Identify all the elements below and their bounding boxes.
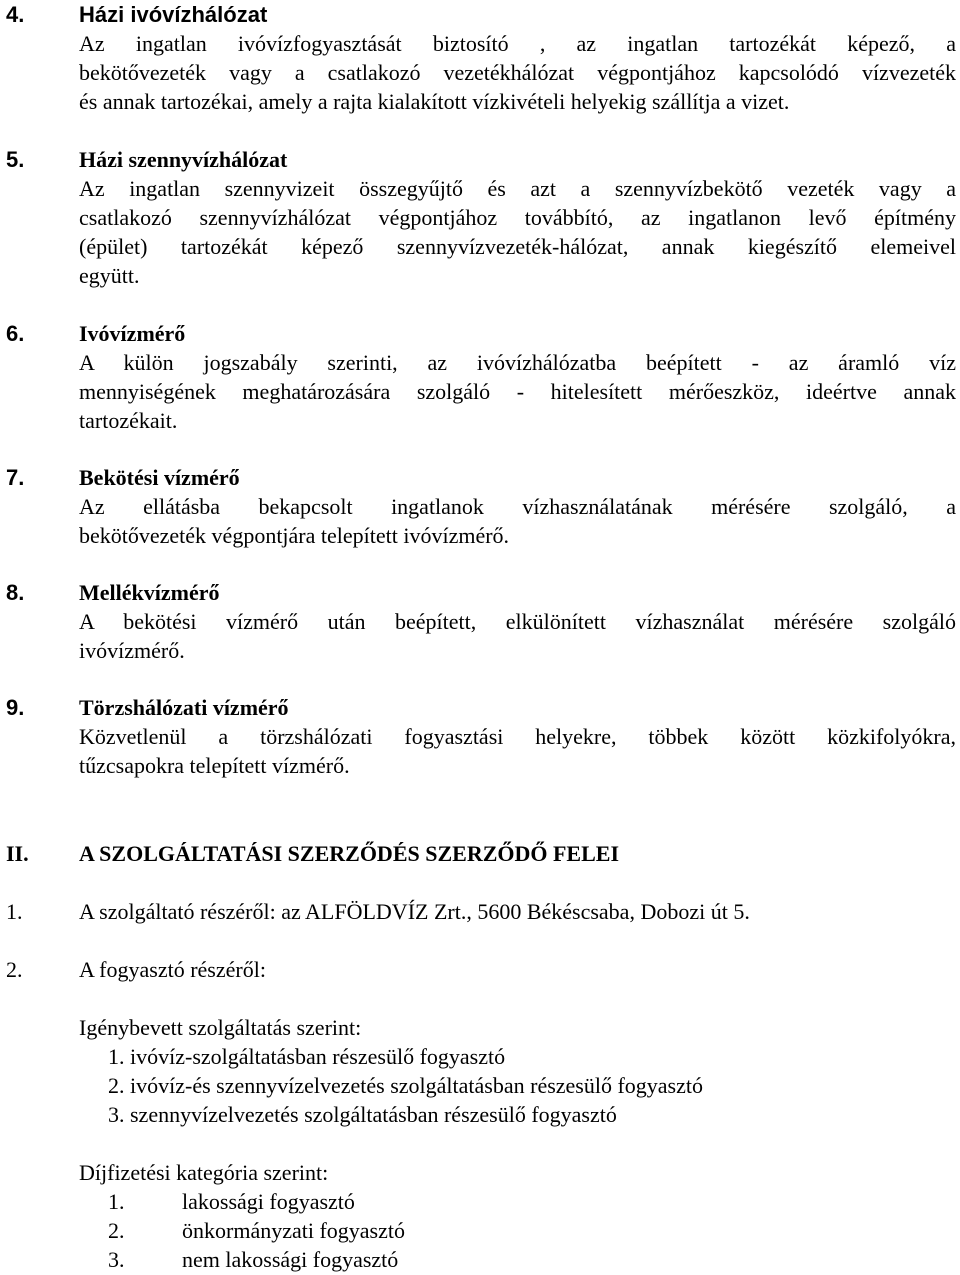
item-number: 9. [6, 695, 25, 720]
item-text-line: Az ingatlan szennyvizeit összegyűjtő és azt a szennyvízbekötő vezeték vagy a [79, 176, 956, 201]
item-number: 6. [6, 321, 25, 346]
list-item-number: 1. [108, 1189, 125, 1214]
item-title: Ivóvízmérő [79, 321, 186, 346]
item-number: 8. [6, 580, 25, 605]
item-text-line: csatlakozó szennyvízhálózat végpontjához továbbító, az ingatlanon levő építmény [79, 205, 956, 230]
item-title: Házi szennyvízhálózat [79, 147, 288, 172]
item-text-line: ivóvízmérő. [79, 638, 185, 663]
party-text: A fogyasztó részéről: [79, 957, 266, 982]
item-text-line: mennyiségének meghatározására szolgáló - hitelesített mérőeszköz, ideértve annak [79, 379, 956, 404]
list-item: 1. ivóvíz-szolgáltatásban részesülő fogyasztó [108, 1044, 506, 1069]
fee-category-list [79, 1158, 959, 1187]
list-item: lakossági fogyasztó [182, 1189, 355, 1214]
item-text-line: tűzcsapokra telepített vízmérő. [79, 753, 350, 778]
list-item-number: 2. [108, 1218, 125, 1243]
item-text-line: tartozékait. [79, 408, 178, 433]
party-number: 1. [6, 899, 23, 924]
item-text-line: A bekötési vízmérő után beépített, elkülönített vízhasználat mérésére szolgáló [79, 609, 956, 634]
item-number: 4. [6, 2, 25, 27]
item-text-line: együtt. [79, 263, 140, 288]
item-title: Házi ivóvízhálózat [79, 2, 268, 27]
item-title: Bekötési vízmérő [79, 465, 240, 490]
list-heading: Díjfizetési kategória szerint: [79, 1160, 329, 1185]
section-title: A SZOLGÁLTATÁSI SZERZŐDÉS SZERZŐDŐ FELEI [79, 841, 620, 866]
list-item: 2. ivóvíz-és szennyvízelvezetés szolgáltatásban részesülő fogyasztó [108, 1073, 703, 1098]
definition-item-5 [0, 145, 956, 290]
section-heading [0, 839, 956, 868]
item-number: 7. [6, 465, 25, 490]
item-text-line: és annak tartozékai, amely a rajta kialakított vízkivételi helyekig szállítja a vizet. [79, 89, 790, 114]
party-consumer [0, 955, 956, 984]
party-number: 2. [6, 957, 23, 982]
definition-item-8 [0, 578, 956, 665]
list-item-number: 3. [108, 1247, 125, 1272]
item-text-line: Az ellátásba bekapcsolt ingatlanok vízhasználatának mérésére szolgáló, a [79, 494, 956, 519]
item-text-line: (épület) tartozékát képező szennyvízvezeték-hálózat, annak kiegészítő elemeivel [79, 234, 956, 259]
section-number: II. [6, 841, 29, 866]
list-item: 3. szennyvízelvezetés szolgáltatásban részesülő fogyasztó [108, 1102, 617, 1127]
party-provider [0, 897, 956, 926]
service-category-list [79, 1013, 959, 1042]
list-heading: Igénybevett szolgáltatás szerint: [79, 1015, 362, 1040]
item-text-line: Közvetlenül a törzshálózati fogyasztási helyekre, többek között közkifolyókra, [79, 724, 956, 749]
item-number: 5. [6, 147, 25, 172]
definition-item-6 [0, 319, 956, 435]
definition-item-7 [0, 463, 956, 550]
item-text-line: bekötővezeték végpontjára telepített ivóvízmérő. [79, 523, 510, 548]
list-item: önkormányzati fogyasztó [182, 1218, 405, 1243]
definition-item-4 [0, 0, 956, 116]
party-text: A szolgáltató részéről: az ALFÖLDVÍZ Zrt., 5600 Békéscsaba, Dobozi út 5. [79, 899, 750, 924]
item-text-line: A külön jogszabály szerinti, az ivóvízhálózatba beépített - az áramló víz [79, 350, 956, 375]
definition-item-9 [0, 693, 956, 780]
item-title: Mellékvízmérő [79, 580, 220, 605]
list-item: nem lakossági fogyasztó [182, 1247, 399, 1272]
item-text-line: Az ingatlan ivóvízfogyasztását biztosító , az ingatlan tartozékát képező, a [79, 31, 956, 56]
item-text-line: bekötővezeték vagy a csatlakozó vezetékhálózat végpontjához kapcsolódó vízvezeték [79, 60, 956, 85]
item-title: Törzshálózati vízmérő [79, 695, 289, 720]
